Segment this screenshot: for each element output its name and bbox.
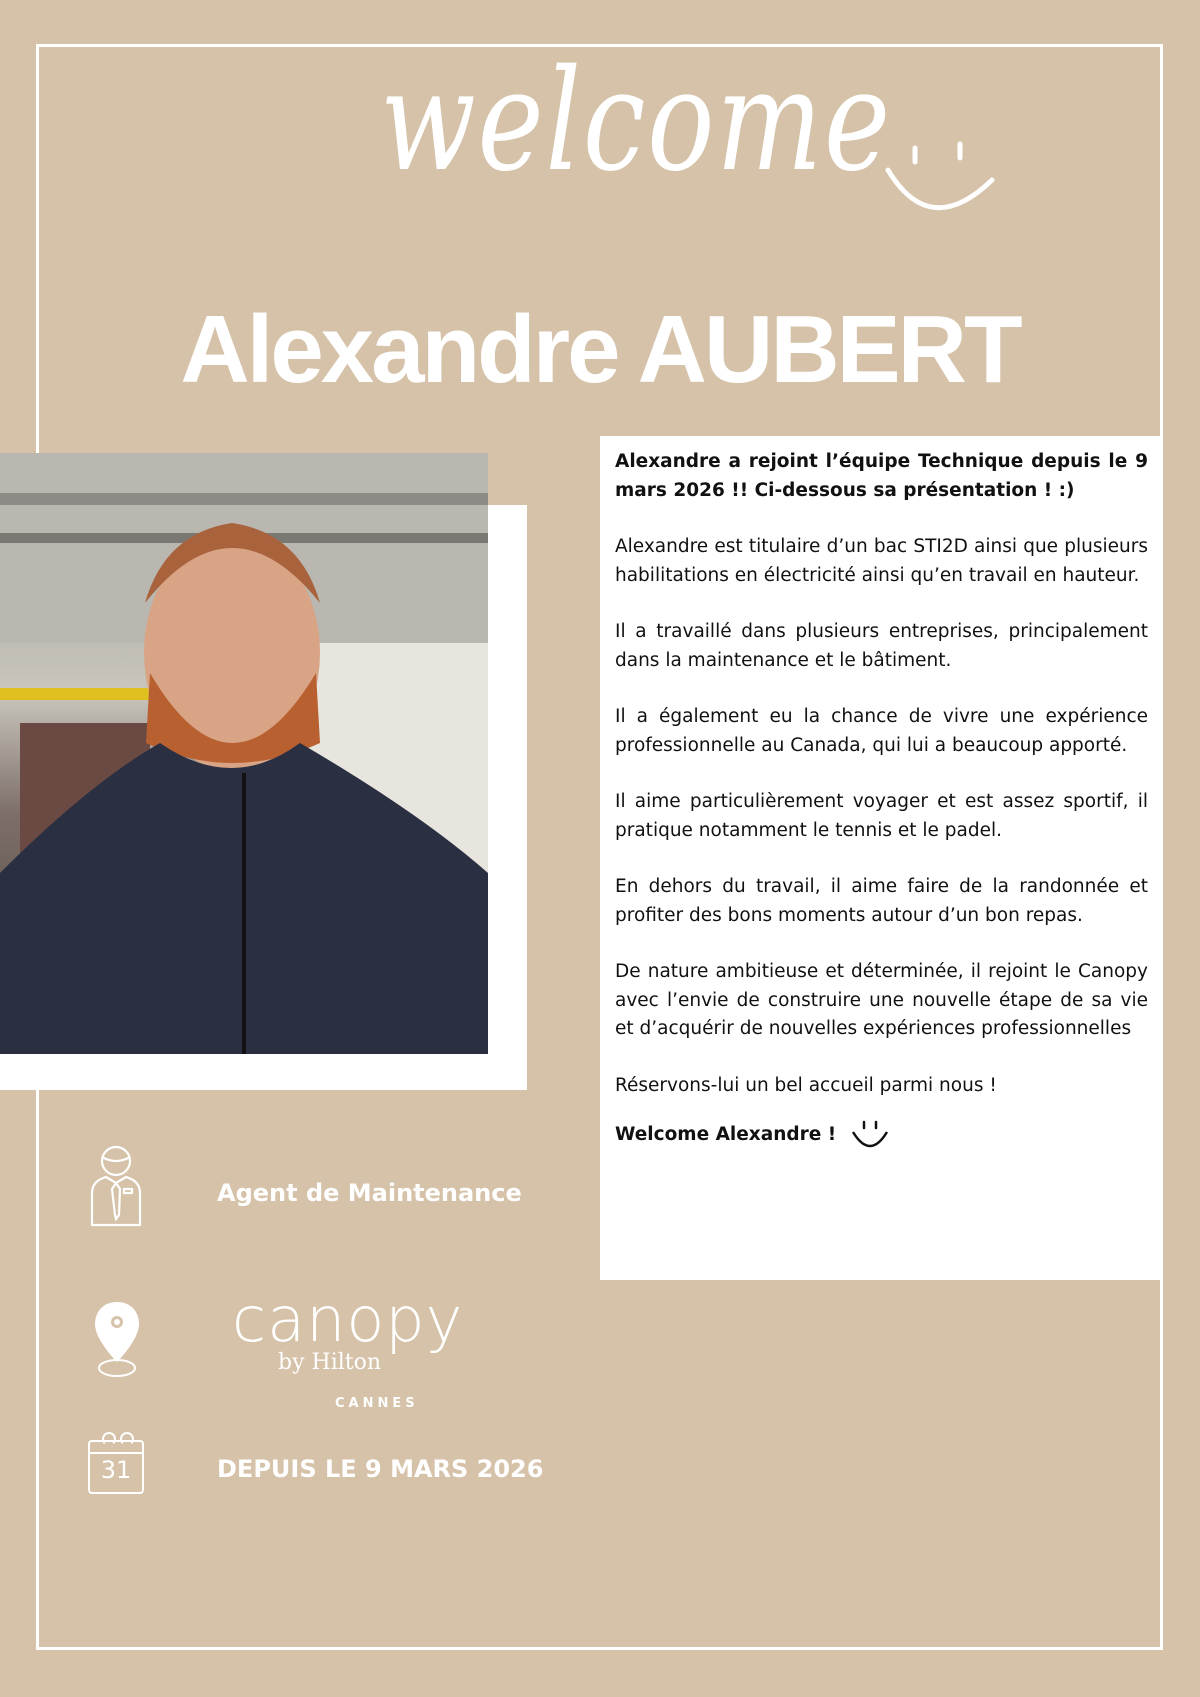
logo-city: CANNES	[335, 1396, 419, 1411]
job-title: Agent de Maintenance	[217, 1179, 522, 1207]
start-date: DEPUIS LE 9 MARS 2026	[217, 1455, 544, 1483]
smiley-icon	[880, 140, 1000, 220]
welcome-heading: welcome	[380, 40, 892, 203]
employee-icon	[88, 1143, 144, 1227]
logo-sub: by Hilton	[278, 1350, 382, 1375]
paragraph: Réservons-lui un bel accueil parmi nous !	[615, 1074, 997, 1096]
paragraph: Il a travaillé dans plusieurs entreprises, principalement dans la maintenance et le bâtiment.	[615, 621, 1148, 671]
employee-photo	[0, 453, 488, 1054]
paragraph: Alexandre est titulaire d’un bac STI2D ainsi que plusieurs habilitations en électricité ainsi qu’en travail en hauteur.	[615, 536, 1148, 586]
presentation-card	[600, 436, 1163, 1280]
logo-brand: canopy	[232, 1283, 464, 1356]
calendar-day: 31	[100, 1456, 132, 1484]
closing-text: Welcome Alexandre !	[615, 1123, 837, 1145]
closing-line	[615, 1118, 1148, 1152]
calendar-icon	[88, 1440, 144, 1494]
paragraph: Il a également eu la chance de vivre une expérience professionnelle au Canada, qui lui a beaucoup apporté.	[615, 706, 1148, 756]
employee-name: Alexandre AUBERT	[180, 296, 1020, 403]
location-pin-icon	[93, 1300, 141, 1380]
intro-text: Alexandre a rejoint l’équipe Technique depuis le 9 mars 2026 !! Ci-dessous sa présentation ! :)	[615, 451, 1148, 501]
paragraph: En dehors du travail, il aime faire de la randonnée et profiter des bons moments autour d’un bon repas.	[615, 876, 1148, 926]
paragraph: Il aime particulièrement voyager et est assez sportif, il pratique notamment le tennis et le padel.	[615, 791, 1148, 841]
smiley-icon	[850, 1118, 890, 1152]
paragraph: De nature ambitieuse et déterminée, il rejoint le Canopy avec l’envie de construire une nouvelle étape de sa vie et d’acquérir de nouvelles expériences professionnelles	[615, 961, 1148, 1039]
